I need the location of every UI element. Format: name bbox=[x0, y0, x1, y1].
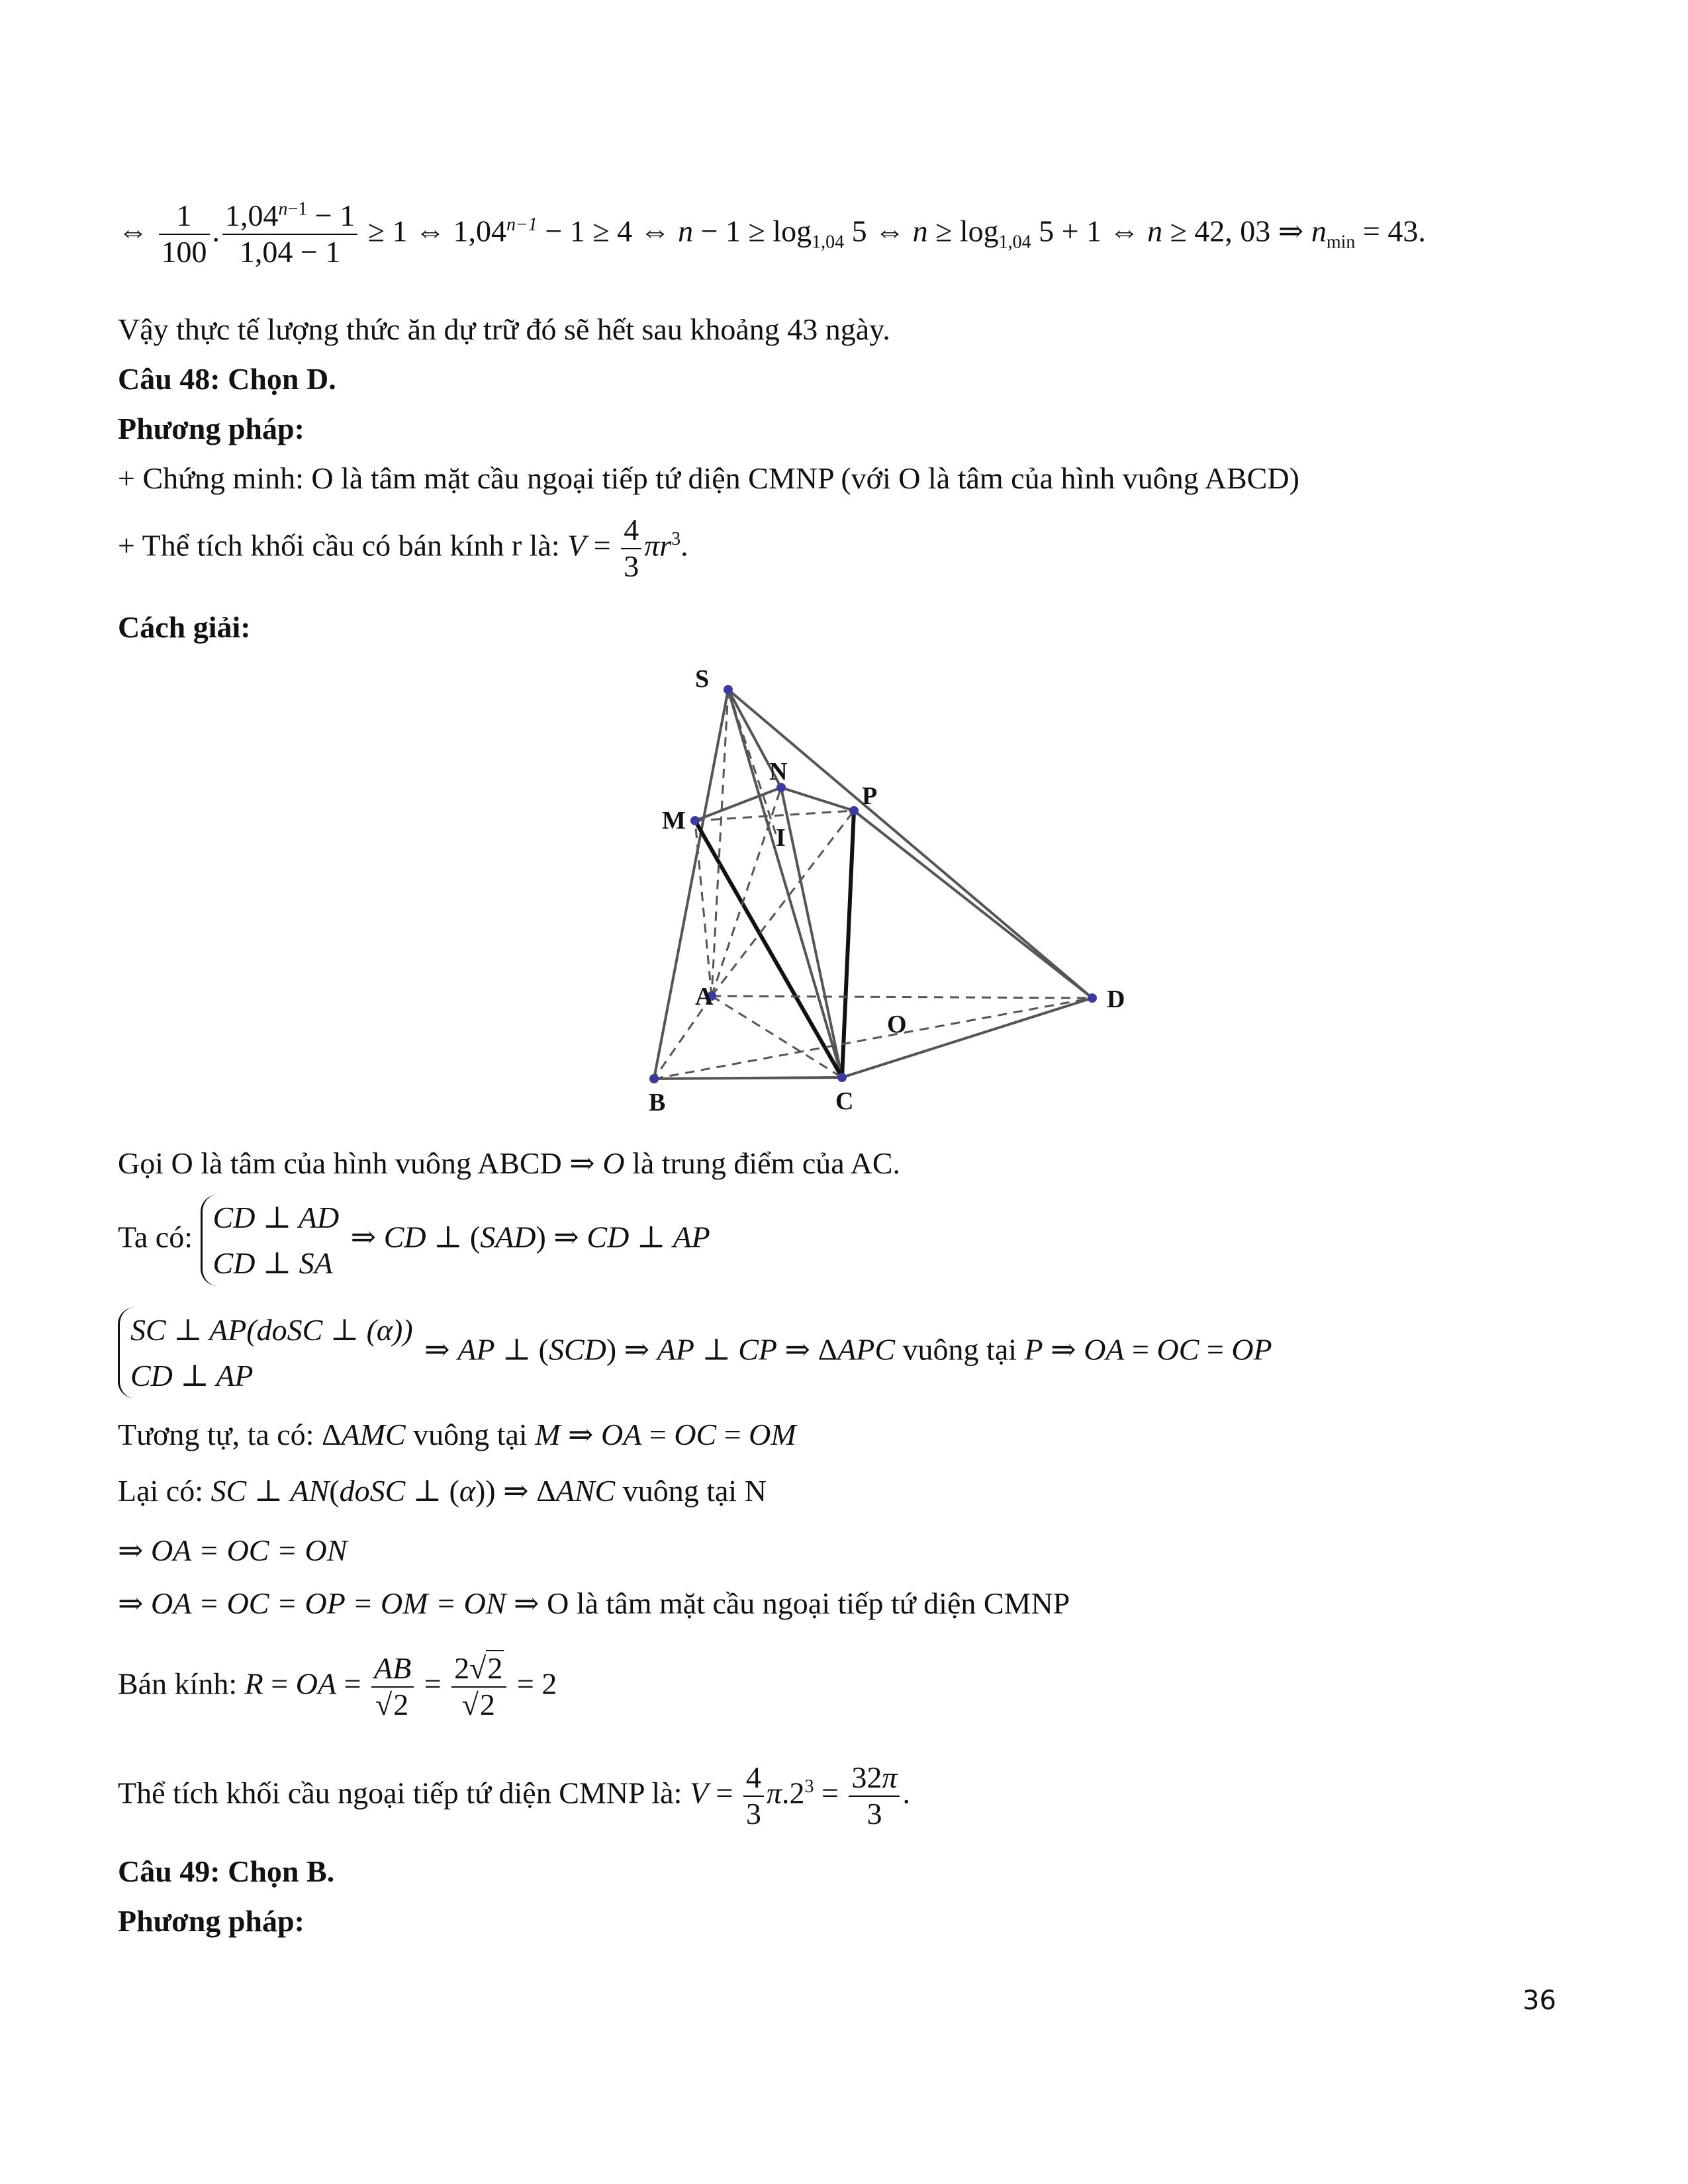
point-B bbox=[649, 1074, 659, 1083]
solution-line-7: ⇒ OA = OC = OP = OM = ON ⇒ O là tâm mặt cầu ngoại tiếp tứ diện CMNP bbox=[118, 1586, 1070, 1620]
solution-line-6: ⇒ OA = OC = ON bbox=[118, 1533, 348, 1567]
equation-line-1: ⇔ $\frac{1}{100}$ . $\frac{1,04^{n-1} - 1}{1,04 - 1}$ ≥ 1 ⇔ $1,04^{n-1} - 1 \ge 4$ ⇔ $n - 1 \ge \log_{1,04} 5$ ⇔ $n \ge \log_{1,04} 5 + 1$ ⇔ n ≥ 42, 03 ⇒ $n_{min} = 43$. bbox=[118, 199, 1426, 269]
label-O: O bbox=[887, 1011, 907, 1038]
label-P: P bbox=[862, 782, 878, 810]
conclusion-text: Vậy thực tế lượng thức ăn dự trữ đó sẽ hết sau khoảng 43 ngày. bbox=[118, 312, 890, 346]
solution-line-3: SC ⊥ AP(doSC ⊥ (α)) CD ⊥ AP ⇒ AP ⊥ (SCD) ⇒ AP ⊥ CP ⇒ ΔAPC vuông tại P ⇒ OA = OC = OP bbox=[118, 1307, 1272, 1398]
label-S: S bbox=[695, 665, 710, 693]
edge-PD bbox=[854, 811, 1092, 998]
point-D bbox=[1088, 993, 1097, 1003]
label-A: A bbox=[695, 983, 714, 1011]
page-number: 36 bbox=[1523, 1985, 1556, 2016]
point-P bbox=[849, 806, 859, 815]
label-B: B bbox=[649, 1089, 666, 1116]
question-49-heading: Câu 49: Chọn B. bbox=[118, 1854, 335, 1888]
method-step-2: + Thể tích khối cầu có bán kính r là: V = $\frac{4}{3}$ $\pi r^3$. bbox=[118, 513, 688, 583]
label-D: D bbox=[1107, 985, 1125, 1013]
edge-NC bbox=[781, 788, 842, 1077]
method-heading: Phương pháp: bbox=[118, 412, 305, 445]
label-N: N bbox=[769, 758, 788, 786]
point-S bbox=[724, 685, 733, 694]
solution-heading: Cách giải: bbox=[118, 610, 251, 644]
method-heading-2: Phương pháp: bbox=[118, 1904, 305, 1938]
label-M: M bbox=[662, 807, 686, 835]
question-48-heading: Câu 48: Chọn D. bbox=[118, 362, 336, 396]
solution-line-2: Ta có: CD ⊥ AD CD ⊥ SA ⇒ CD ⊥ (SAD) ⇒ CD ⊥ AP bbox=[118, 1195, 710, 1286]
label-C: C bbox=[835, 1087, 854, 1115]
label-I: I bbox=[776, 824, 786, 852]
solution-line-9: Thể tích khối cầu ngoại tiếp tứ diện CMNP là: V = $\frac{4}{3}$ $\pi.2^3$ = $\frac{32\pi}{3}$ . bbox=[118, 1760, 910, 1831]
solution-line-5: Lại có: SC ⊥ AN(doSC ⊥ (α)) ⇒ ΔANC vuông tại N bbox=[118, 1474, 767, 1508]
point-C bbox=[837, 1073, 847, 1082]
edge-SC bbox=[728, 690, 842, 1077]
edge-PC bbox=[842, 811, 854, 1077]
edge-AD bbox=[712, 996, 1092, 998]
point-M bbox=[690, 816, 700, 825]
method-step-1: + Chứng minh: O là tâm mặt cầu ngoại tiếp tứ diện CMNP (với O là tâm của hình vuông ABCD) bbox=[118, 461, 1299, 495]
edge-NP bbox=[781, 788, 854, 811]
solution-line-1: Gọi O là tâm của hình vuông ABCD ⇒ O là trung điểm của AC. bbox=[118, 1146, 901, 1180]
edge-BC bbox=[654, 1077, 842, 1079]
pyramid-figure bbox=[629, 662, 1192, 1125]
edge-MC bbox=[695, 821, 842, 1077]
solution-line-8: Bán kính: R = OA = $\frac{AB}{√2}$ = $\frac{2√2}{√2}$ = 2 bbox=[118, 1651, 557, 1721]
solution-line-4: Tương tự, ta có: ΔAMC vuông tại M ⇒ OA = OC = OM bbox=[118, 1418, 796, 1451]
